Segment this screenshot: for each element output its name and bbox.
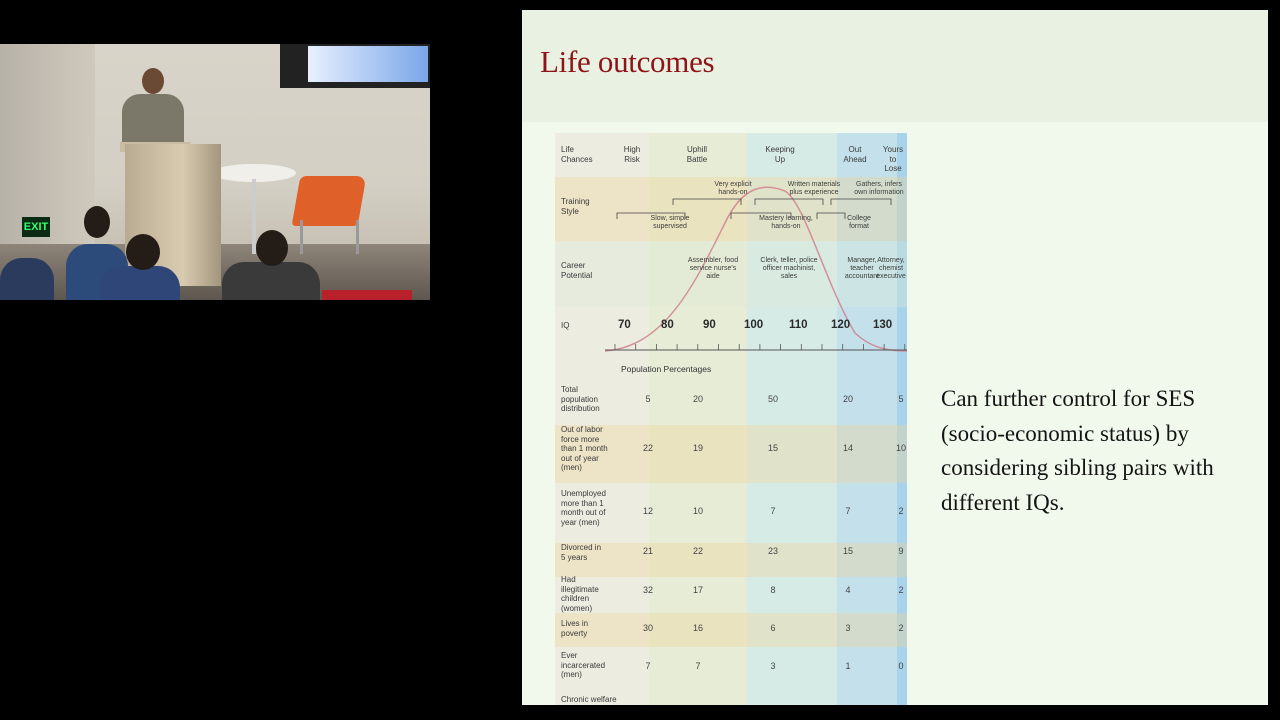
bracket xyxy=(755,199,823,205)
training-style-label: College format xyxy=(847,215,871,230)
column-header: Uphill Battle xyxy=(686,145,708,164)
table-cell: 8 xyxy=(770,585,776,595)
training-style-label: Slow, simple supervised xyxy=(650,215,690,230)
table-cell: 4 xyxy=(845,585,851,595)
iq-tick-label: 130 xyxy=(873,319,893,331)
row-label-life-chances: Life Chances xyxy=(561,145,593,164)
career-label: Assembler, food service nurse's aide xyxy=(687,257,739,280)
exit-sign: EXIT xyxy=(22,217,50,237)
bracket xyxy=(831,199,891,205)
red-seat xyxy=(322,290,412,300)
audience-member xyxy=(0,258,54,300)
speaker-head xyxy=(142,68,164,94)
table-cell: 2 xyxy=(898,506,904,516)
slide-title: Life outcomes xyxy=(540,44,715,79)
table-cell: 22 xyxy=(692,546,703,556)
iq-tick-label: 80 xyxy=(661,319,674,331)
chair-leg xyxy=(300,220,303,254)
table-cell: 3 xyxy=(845,623,851,633)
orange-chair xyxy=(292,176,367,226)
career-label: Attorney, chemist executive xyxy=(876,257,906,280)
table-cell: 6 xyxy=(770,623,776,633)
row-label-training-style: Training Style xyxy=(561,197,590,216)
population-percentages-caption: Population Percentages xyxy=(621,364,712,374)
training-style-label: Very explicit hands-on xyxy=(714,181,752,196)
training-style-label: Gathers, infers own information xyxy=(854,181,904,196)
table-cell: 1 xyxy=(845,661,851,671)
iq-tick-label: 100 xyxy=(744,319,764,331)
column-header: Keeping Up xyxy=(765,145,795,164)
career-label: Manager, teacher accountant xyxy=(844,257,880,280)
table-cell: 0 xyxy=(898,661,904,671)
table-cell: 15 xyxy=(767,443,778,453)
training-style-label: Mastery learning, hands-on xyxy=(759,215,813,230)
training-style-label: Written materials plus experience xyxy=(787,181,841,196)
bracket xyxy=(817,213,845,219)
speaker-body xyxy=(122,94,184,146)
iq-tick-label: 110 xyxy=(789,319,808,331)
column-header: High Risk xyxy=(623,145,641,164)
column-header: Out Ahead xyxy=(843,145,867,164)
table-cell: 12 xyxy=(642,506,653,516)
table-cell: 2 xyxy=(898,623,904,633)
table-cell: 5 xyxy=(645,394,651,404)
table-cell: 7 xyxy=(645,661,651,671)
audience-head xyxy=(126,234,160,270)
iq-life-chances-figure xyxy=(555,133,907,705)
table-cell: 7 xyxy=(845,506,851,516)
table-cell: 32 xyxy=(642,585,653,595)
row-label: Had illegitimate children (women) xyxy=(561,575,599,613)
table-cell: 20 xyxy=(692,394,703,404)
row-label: Total population distribution xyxy=(561,385,600,413)
table-cell: 19 xyxy=(692,443,703,453)
slide-body-text: Can further control for SES (socio-economic status) by considering sibling pairs with different IQs. xyxy=(941,386,1214,515)
table-cell: 7 xyxy=(770,506,776,516)
chair-leg xyxy=(356,220,359,254)
audience-head xyxy=(256,230,288,266)
table-cell: 20 xyxy=(842,394,853,404)
table-cell: 7 xyxy=(695,661,701,671)
column-header: Yours to Lose xyxy=(882,145,904,173)
career-label: Clerk, teller, police officer machinist, sales xyxy=(760,257,818,280)
table-cell: 21 xyxy=(642,546,653,556)
iq-tick-label: 90 xyxy=(703,319,716,331)
table-cell: 17 xyxy=(692,585,703,595)
audience-head xyxy=(84,206,110,238)
table-cell: 9 xyxy=(898,546,904,556)
row-label-iq: IQ xyxy=(561,321,570,330)
row-label: Lives in poverty xyxy=(561,619,589,638)
iq-tick-label: 120 xyxy=(831,319,851,331)
audience-member xyxy=(100,266,180,300)
table-cell: 10 xyxy=(692,506,703,516)
table-cell: 23 xyxy=(767,546,778,556)
table-cell: 50 xyxy=(767,394,778,404)
row-label: Divorced in 5 years xyxy=(561,543,602,562)
row-label: Out of labor force more than 1 month out of year (men) xyxy=(561,425,608,472)
audience-member xyxy=(222,262,320,300)
table-cell: 30 xyxy=(642,623,653,633)
iq-tick-label: 70 xyxy=(618,319,631,331)
table-cell: 16 xyxy=(692,623,703,633)
table-cell: 10 xyxy=(895,443,906,453)
table-cell: 15 xyxy=(842,546,853,556)
row-label: Ever incarcerated (men) xyxy=(561,651,606,679)
row-label-career-potential: Career Potential xyxy=(561,261,593,280)
table-cell: 22 xyxy=(642,443,653,453)
table-cell: 5 xyxy=(898,394,904,404)
table-cell: 2 xyxy=(898,585,904,595)
table-cell: 3 xyxy=(770,661,776,671)
presentation-slide xyxy=(522,10,1268,705)
table-cell: 14 xyxy=(842,443,853,453)
bracket xyxy=(673,199,741,205)
row-label: Unemployed more than 1 month out of year (men) xyxy=(561,489,606,527)
row-label: Chronic welfare xyxy=(561,695,617,704)
wall-monitor xyxy=(280,44,430,88)
table-leg xyxy=(252,179,256,254)
monitor-screen xyxy=(308,46,428,82)
camera-view xyxy=(0,44,430,300)
